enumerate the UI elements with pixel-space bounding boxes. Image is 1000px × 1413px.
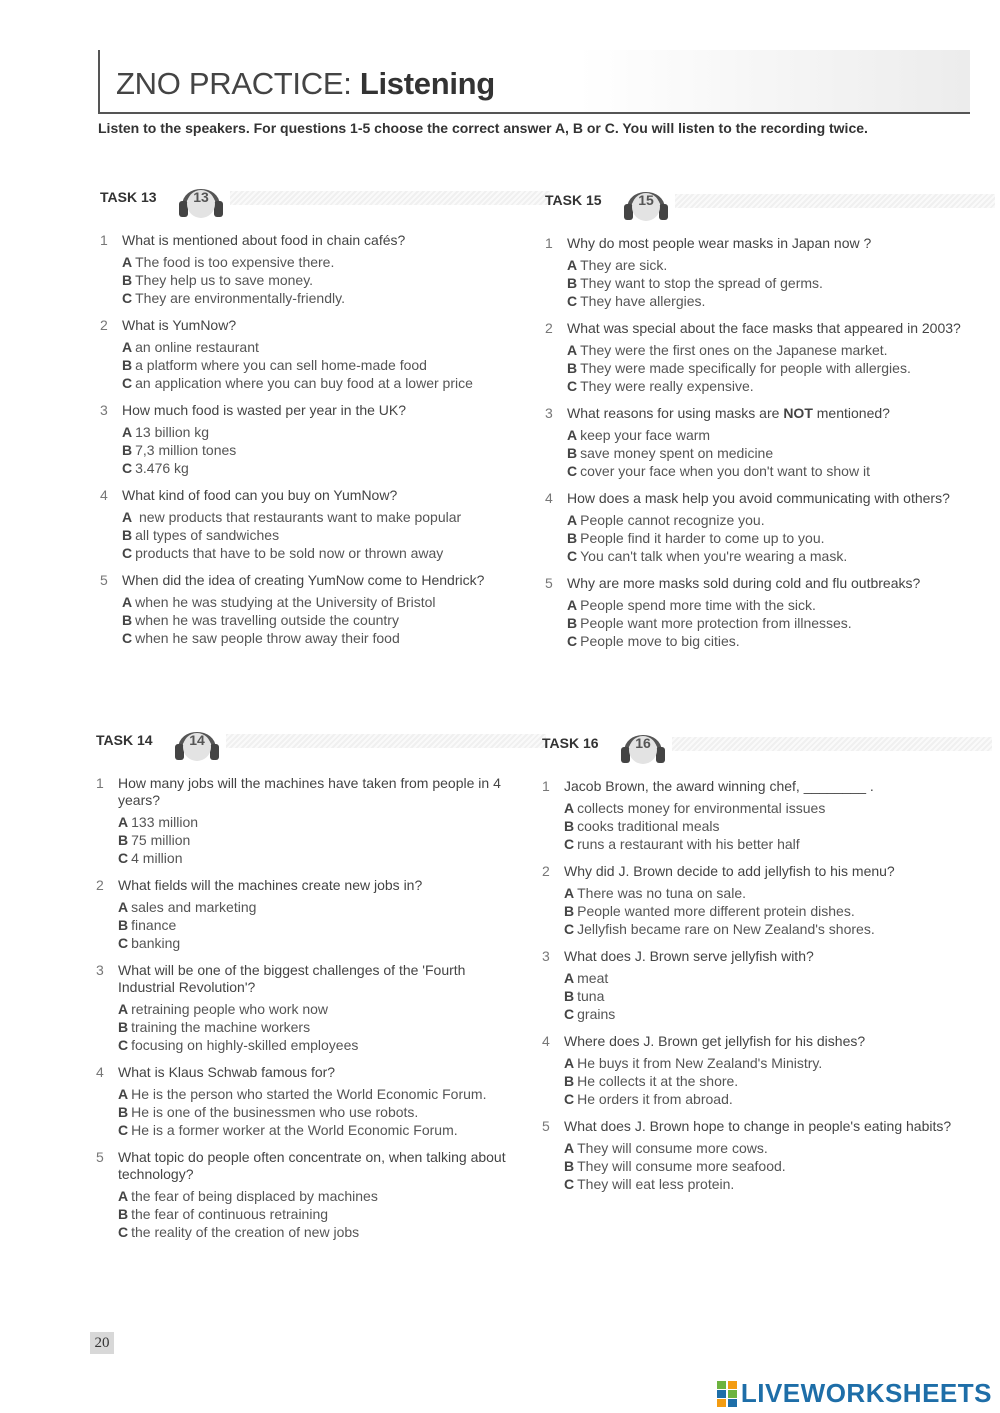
answer-options xyxy=(122,253,530,307)
answer-option[interactable] xyxy=(564,920,972,938)
page-title-main: Listening xyxy=(359,66,495,101)
option-letter: B xyxy=(564,818,575,834)
answer-option[interactable] xyxy=(118,1223,526,1241)
answer-option[interactable] xyxy=(122,629,530,647)
question-item xyxy=(542,778,972,853)
option-text: He is one of the businessmen who use robots. xyxy=(131,1104,419,1120)
question-number: 1 xyxy=(542,778,550,794)
answer-option[interactable] xyxy=(118,1000,526,1018)
option-letter: B xyxy=(564,1158,575,1174)
question-number: 3 xyxy=(96,962,104,978)
option-letter: C xyxy=(122,630,133,646)
question-text: What is mentioned about food in chain cafés? xyxy=(122,232,406,248)
answer-options xyxy=(122,338,530,392)
option-text: He is the person who started the World Economic Forum. xyxy=(131,1086,487,1102)
answer-option[interactable] xyxy=(567,547,975,565)
option-text: They have allergies. xyxy=(580,293,706,309)
answer-option[interactable] xyxy=(564,1005,972,1023)
answer-option[interactable] xyxy=(122,423,530,441)
answer-option[interactable] xyxy=(564,902,972,920)
question-number: 1 xyxy=(545,235,553,251)
option-text: new products that restaurants want to make popular xyxy=(135,509,462,525)
question-text: How many jobs will the machines have taken from people in 4 years? xyxy=(118,775,501,808)
task-16 xyxy=(542,722,972,1193)
option-text: products that have to be sold now or thrown away xyxy=(135,545,444,561)
option-letter: C xyxy=(567,463,578,479)
option-text: the fear of continuous retraining xyxy=(131,1206,329,1222)
option-text: They are environmentally-friendly. xyxy=(135,290,345,306)
option-letter: B xyxy=(118,1104,129,1120)
answer-option[interactable] xyxy=(118,916,526,934)
answer-option[interactable] xyxy=(564,1090,972,1108)
answer-option[interactable] xyxy=(118,813,526,831)
question-item xyxy=(100,402,530,477)
answer-option[interactable] xyxy=(564,1054,972,1072)
answer-options xyxy=(118,1000,526,1054)
headphones-icon[interactable] xyxy=(176,176,226,220)
question-text: What kind of food can you buy on YumNow? xyxy=(122,487,398,503)
question-number: 2 xyxy=(100,317,108,333)
option-text: 75 million xyxy=(131,832,191,848)
question-item xyxy=(100,232,530,307)
option-text: 7,3 million tones xyxy=(135,442,237,458)
answer-options xyxy=(122,593,530,647)
answer-option[interactable] xyxy=(122,253,530,271)
question-text: How does a mask help you avoid communicating with others? xyxy=(567,490,950,506)
answer-option[interactable] xyxy=(122,356,530,374)
option-letter: B xyxy=(122,442,133,458)
option-text: He buys it from New Zealand's Ministry. xyxy=(577,1055,823,1071)
option-letter: C xyxy=(564,1176,575,1192)
option-letter: A xyxy=(118,1086,129,1102)
option-letter: A xyxy=(567,257,578,273)
question-number: 2 xyxy=(545,320,553,336)
answer-options xyxy=(567,596,975,650)
answer-option[interactable] xyxy=(567,444,975,462)
answer-options xyxy=(564,799,972,853)
answer-option[interactable] xyxy=(118,1205,526,1223)
answer-option[interactable] xyxy=(118,1036,526,1054)
answer-option[interactable] xyxy=(122,508,530,526)
option-letter: C xyxy=(122,545,133,561)
option-letter: B xyxy=(122,527,133,543)
option-letter: A xyxy=(122,339,133,355)
option-text: all types of sandwiches xyxy=(135,527,280,543)
question-item xyxy=(545,490,975,565)
option-text: People want more protection from illnesses. xyxy=(580,615,852,631)
option-letter: A xyxy=(564,1055,575,1071)
option-text: sales and marketing xyxy=(131,899,257,915)
question-item xyxy=(100,572,530,647)
liveworksheets-logo-icon xyxy=(717,1381,737,1407)
option-text: finance xyxy=(131,917,177,933)
question-item xyxy=(96,877,526,952)
question-text: When did the idea of creating YumNow come to Hendrick? xyxy=(122,572,485,588)
question-text: What topic do people often concentrate on, when talking about technology? xyxy=(118,1149,506,1182)
option-letter: B xyxy=(118,917,129,933)
answer-option[interactable] xyxy=(118,898,526,916)
option-letter: A xyxy=(118,1188,129,1204)
option-text: banking xyxy=(131,935,181,951)
option-text: 4 million xyxy=(131,850,183,866)
answer-options xyxy=(564,884,972,938)
question-item xyxy=(542,863,972,938)
option-letter: B xyxy=(118,1019,129,1035)
option-text: 3.476 kg xyxy=(135,460,189,476)
option-text: They are sick. xyxy=(580,257,668,273)
answer-option[interactable] xyxy=(118,1085,526,1103)
answer-option[interactable] xyxy=(122,611,530,629)
task-15 xyxy=(545,179,975,650)
answer-option[interactable] xyxy=(564,969,972,987)
option-letter: C xyxy=(564,836,575,852)
question-number: 4 xyxy=(545,490,553,506)
option-letter: C xyxy=(567,633,578,649)
question-item xyxy=(96,1149,526,1241)
task-header xyxy=(96,719,526,765)
option-letter: C xyxy=(118,850,129,866)
question-text: What will be one of the biggest challenges of the 'Fourth Industrial Revolution'? xyxy=(118,962,466,995)
question-number: 5 xyxy=(542,1118,550,1134)
option-letter: B xyxy=(122,357,133,373)
answer-option[interactable] xyxy=(564,1139,972,1157)
question-text: What is Klaus Schwab famous for? xyxy=(118,1064,336,1080)
option-letter: B xyxy=(118,1206,129,1222)
option-text: meat xyxy=(577,970,609,986)
question-item xyxy=(96,962,526,1054)
question-number: 5 xyxy=(100,572,108,588)
answer-options xyxy=(118,1187,526,1241)
option-text: when he saw people throw away their food xyxy=(135,630,400,646)
option-letter: B xyxy=(564,988,575,1004)
option-letter: A xyxy=(118,814,129,830)
option-text: 133 million xyxy=(131,814,199,830)
answer-options xyxy=(567,426,975,480)
answer-option[interactable] xyxy=(567,614,975,632)
answer-options xyxy=(564,1054,972,1108)
task-label: TASK 14 xyxy=(96,732,153,748)
answer-options xyxy=(567,341,975,395)
answer-option[interactable] xyxy=(122,289,530,307)
answer-option[interactable] xyxy=(118,1103,526,1121)
question-item xyxy=(545,235,975,310)
answer-option[interactable] xyxy=(567,426,975,444)
question-number: 3 xyxy=(545,405,553,421)
option-text: People wanted more different protein dishes. xyxy=(577,903,855,919)
answer-option[interactable] xyxy=(118,1018,526,1036)
option-text: 13 billion kg xyxy=(135,424,210,440)
question-item xyxy=(542,1118,972,1193)
task-14 xyxy=(96,719,526,1241)
option-text: You can't talk when you're wearing a mask. xyxy=(580,548,848,564)
option-letter: C xyxy=(118,1224,129,1240)
answer-options xyxy=(567,511,975,565)
question-text: How much food is wasted per year in the UK? xyxy=(122,402,407,418)
option-text: focusing on highly-skilled employees xyxy=(131,1037,359,1053)
task-label: TASK 15 xyxy=(545,192,602,208)
question-number: 1 xyxy=(100,232,108,248)
option-letter: B xyxy=(122,272,133,288)
header-stripe xyxy=(675,194,995,208)
answer-option[interactable] xyxy=(567,511,975,529)
option-letter: A xyxy=(567,342,578,358)
answer-option[interactable] xyxy=(118,1121,526,1139)
question-number: 1 xyxy=(96,775,104,791)
option-text: There was no tuna on sale. xyxy=(577,885,747,901)
question-number: 4 xyxy=(100,487,108,503)
track-number: 15 xyxy=(638,192,654,208)
option-letter: A xyxy=(567,597,578,613)
answer-option[interactable] xyxy=(564,799,972,817)
question-item xyxy=(542,948,972,1023)
answer-option[interactable] xyxy=(567,529,975,547)
option-text: cover your face when you don't want to show it xyxy=(580,463,870,479)
answer-option[interactable] xyxy=(118,831,526,849)
headphones-icon[interactable] xyxy=(618,722,668,766)
instructions: Listen to the speakers. For questions 1-5 choose the correct answer A, B or C. You will listen to the recording twice. xyxy=(98,120,868,136)
option-text: an application where you can buy food at a lower price xyxy=(135,375,473,391)
option-text: He is a former worker at the World Economic Forum. xyxy=(131,1122,458,1138)
question-text: What is YumNow? xyxy=(122,317,237,333)
option-text: They want to stop the spread of germs. xyxy=(580,275,823,291)
answer-option[interactable] xyxy=(564,817,972,835)
option-text: The food is too expensive there. xyxy=(135,254,335,270)
option-letter: A xyxy=(564,800,575,816)
header-stripe xyxy=(226,734,546,748)
option-text: the reality of the creation of new jobs xyxy=(131,1224,360,1240)
answer-option[interactable] xyxy=(567,256,975,274)
answer-option[interactable] xyxy=(567,359,975,377)
question-number: 3 xyxy=(100,402,108,418)
option-text: runs a restaurant with his better half xyxy=(577,836,800,852)
option-text: save money spent on medicine xyxy=(580,445,774,461)
option-letter: B xyxy=(567,445,578,461)
option-letter: A xyxy=(564,885,575,901)
header-stripe xyxy=(230,191,550,205)
option-text: keep your face warm xyxy=(580,427,711,443)
option-text: a platform where you can sell home-made food xyxy=(135,357,427,373)
answer-option[interactable] xyxy=(567,462,975,480)
option-text: He collects it at the shore. xyxy=(577,1073,739,1089)
question-text: What does J. Brown serve jellyfish with? xyxy=(564,948,814,964)
answer-option[interactable] xyxy=(122,459,530,477)
option-letter: A xyxy=(122,424,133,440)
option-letter: B xyxy=(564,1073,575,1089)
option-letter: C xyxy=(122,375,133,391)
option-text: They were really expensive. xyxy=(580,378,754,394)
option-letter: B xyxy=(567,360,578,376)
option-letter: C xyxy=(564,921,575,937)
answer-option[interactable] xyxy=(118,849,526,867)
answer-options xyxy=(564,1139,972,1193)
answer-options xyxy=(122,508,530,562)
option-text: Jellyfish became rare on New Zealand's shores. xyxy=(577,921,875,937)
header-stripe xyxy=(672,737,992,751)
option-text: People move to big cities. xyxy=(580,633,740,649)
page-number: 20 xyxy=(90,1332,114,1354)
answer-option[interactable] xyxy=(567,292,975,310)
option-letter: A xyxy=(564,1140,575,1156)
option-letter: B xyxy=(118,832,129,848)
option-letter: A xyxy=(122,509,133,525)
question-item xyxy=(96,775,526,867)
question-number: 4 xyxy=(542,1033,550,1049)
question-item xyxy=(545,320,975,395)
answer-option[interactable] xyxy=(564,884,972,902)
answer-option[interactable] xyxy=(567,274,975,292)
question-text-before: What reasons for using masks are xyxy=(567,405,784,421)
page-title-bar xyxy=(98,50,970,114)
option-text: People find it harder to come up to you. xyxy=(580,530,825,546)
answer-option[interactable] xyxy=(564,1072,972,1090)
option-letter: C xyxy=(122,290,133,306)
question-text: What fields will the machines create new jobs in? xyxy=(118,877,423,893)
task-header xyxy=(545,179,975,225)
question-number: 2 xyxy=(542,863,550,879)
answer-options xyxy=(118,898,526,952)
question-text: Where does J. Brown get jellyfish for his dishes? xyxy=(564,1033,866,1049)
option-text: They help us to save money. xyxy=(135,272,314,288)
task-label: TASK 16 xyxy=(542,735,599,751)
answer-option[interactable] xyxy=(122,374,530,392)
question-number: 5 xyxy=(545,575,553,591)
option-letter: B xyxy=(567,530,578,546)
track-number: 13 xyxy=(193,189,209,205)
option-text: when he was travelling outside the country xyxy=(135,612,399,628)
question-text: Why do most people wear masks in Japan now ? xyxy=(567,235,872,251)
page-title-prefix: ZNO PRACTICE: xyxy=(116,66,352,101)
option-text: They were made specifically for people with allergies. xyxy=(580,360,911,376)
headphones-icon[interactable] xyxy=(621,179,671,223)
answer-option[interactable] xyxy=(122,338,530,356)
option-text: People spend more time with the sick. xyxy=(580,597,816,613)
option-letter: C xyxy=(122,460,133,476)
option-text: the fear of being displaced by machines xyxy=(131,1188,378,1204)
answer-option[interactable] xyxy=(567,341,975,359)
answer-option[interactable] xyxy=(564,1157,972,1175)
question-number: 3 xyxy=(542,948,550,964)
track-number: 14 xyxy=(189,732,205,748)
option-text: when he was studying at the University of Bristol xyxy=(135,594,436,610)
option-letter: C xyxy=(118,1122,129,1138)
brand-watermark[interactable] xyxy=(717,1378,992,1409)
answer-option[interactable] xyxy=(118,1187,526,1205)
answer-option[interactable] xyxy=(122,271,530,289)
answer-options xyxy=(118,813,526,867)
option-letter: A xyxy=(567,512,578,528)
option-letter: B xyxy=(567,275,578,291)
option-letter: A xyxy=(567,427,578,443)
question-number: 5 xyxy=(96,1149,104,1165)
option-letter: A xyxy=(564,970,575,986)
brand-name: LIVEWORKSHEETS xyxy=(740,1378,992,1408)
task-header xyxy=(542,722,972,768)
answer-option[interactable] xyxy=(564,987,972,1005)
question-text-after: mentioned? xyxy=(812,405,890,421)
question-item xyxy=(545,575,975,650)
option-letter: A xyxy=(118,1001,129,1017)
answer-option[interactable] xyxy=(567,596,975,614)
task-header xyxy=(100,176,530,222)
question-number: 4 xyxy=(96,1064,104,1080)
question-text: Why did J. Brown decide to add jellyfish to his menu? xyxy=(564,863,895,879)
task-13 xyxy=(100,176,530,647)
question-item xyxy=(100,487,530,562)
question-text: Why are more masks sold during cold and flu outbreaks? xyxy=(567,575,921,591)
answer-option[interactable] xyxy=(122,593,530,611)
answer-options xyxy=(122,423,530,477)
option-text: They will consume more cows. xyxy=(577,1140,768,1156)
question-text: Jacob Brown, the award winning chef, ________ . xyxy=(564,778,874,794)
headphones-icon[interactable] xyxy=(172,719,222,763)
option-letter: C xyxy=(567,378,578,394)
task-label: TASK 13 xyxy=(100,189,157,205)
question-item xyxy=(542,1033,972,1108)
option-text: They were the first ones on the Japanese market. xyxy=(580,342,888,358)
question-item xyxy=(96,1064,526,1139)
option-text: grains xyxy=(577,1006,616,1022)
option-letter: A xyxy=(122,254,133,270)
option-text: retraining people who work now xyxy=(131,1001,329,1017)
answer-option[interactable] xyxy=(564,835,972,853)
answer-options xyxy=(567,256,975,310)
page-title xyxy=(116,66,495,102)
question-text-emphasis: NOT xyxy=(783,405,813,421)
question-item xyxy=(100,317,530,392)
option-text: an online restaurant xyxy=(135,339,259,355)
option-text: People cannot recognize you. xyxy=(580,512,765,528)
option-letter: A xyxy=(118,899,129,915)
question-number: 2 xyxy=(96,877,104,893)
question-text: What was special about the face masks that appeared in 2003? xyxy=(567,320,961,336)
option-letter: A xyxy=(122,594,133,610)
answer-options xyxy=(564,969,972,1023)
answer-option[interactable] xyxy=(122,441,530,459)
option-letter: B xyxy=(122,612,133,628)
option-text: collects money for environmental issues xyxy=(577,800,826,816)
option-text: training the machine workers xyxy=(131,1019,311,1035)
option-letter: B xyxy=(564,903,575,919)
track-number: 16 xyxy=(635,735,651,751)
option-text: They will consume more seafood. xyxy=(577,1158,786,1174)
option-text: cooks traditional meals xyxy=(577,818,720,834)
option-text: They will eat less protein. xyxy=(577,1176,735,1192)
answer-option[interactable] xyxy=(567,632,975,650)
answer-option[interactable] xyxy=(122,526,530,544)
answer-option[interactable] xyxy=(564,1175,972,1193)
option-text: tuna xyxy=(577,988,605,1004)
option-letter: C xyxy=(564,1006,575,1022)
option-letter: C xyxy=(118,1037,129,1053)
option-letter: C xyxy=(564,1091,575,1107)
option-letter: B xyxy=(567,615,578,631)
answer-option[interactable] xyxy=(118,934,526,952)
question-text: What does J. Brown hope to change in people's eating habits? xyxy=(564,1118,952,1134)
option-letter: C xyxy=(567,548,578,564)
answer-option[interactable] xyxy=(567,377,975,395)
question-text xyxy=(567,405,975,422)
question-item xyxy=(545,405,975,480)
answer-options xyxy=(118,1085,526,1139)
option-letter: C xyxy=(118,935,129,951)
option-letter: C xyxy=(567,293,578,309)
answer-option[interactable] xyxy=(122,544,530,562)
option-text: He orders it from abroad. xyxy=(577,1091,733,1107)
